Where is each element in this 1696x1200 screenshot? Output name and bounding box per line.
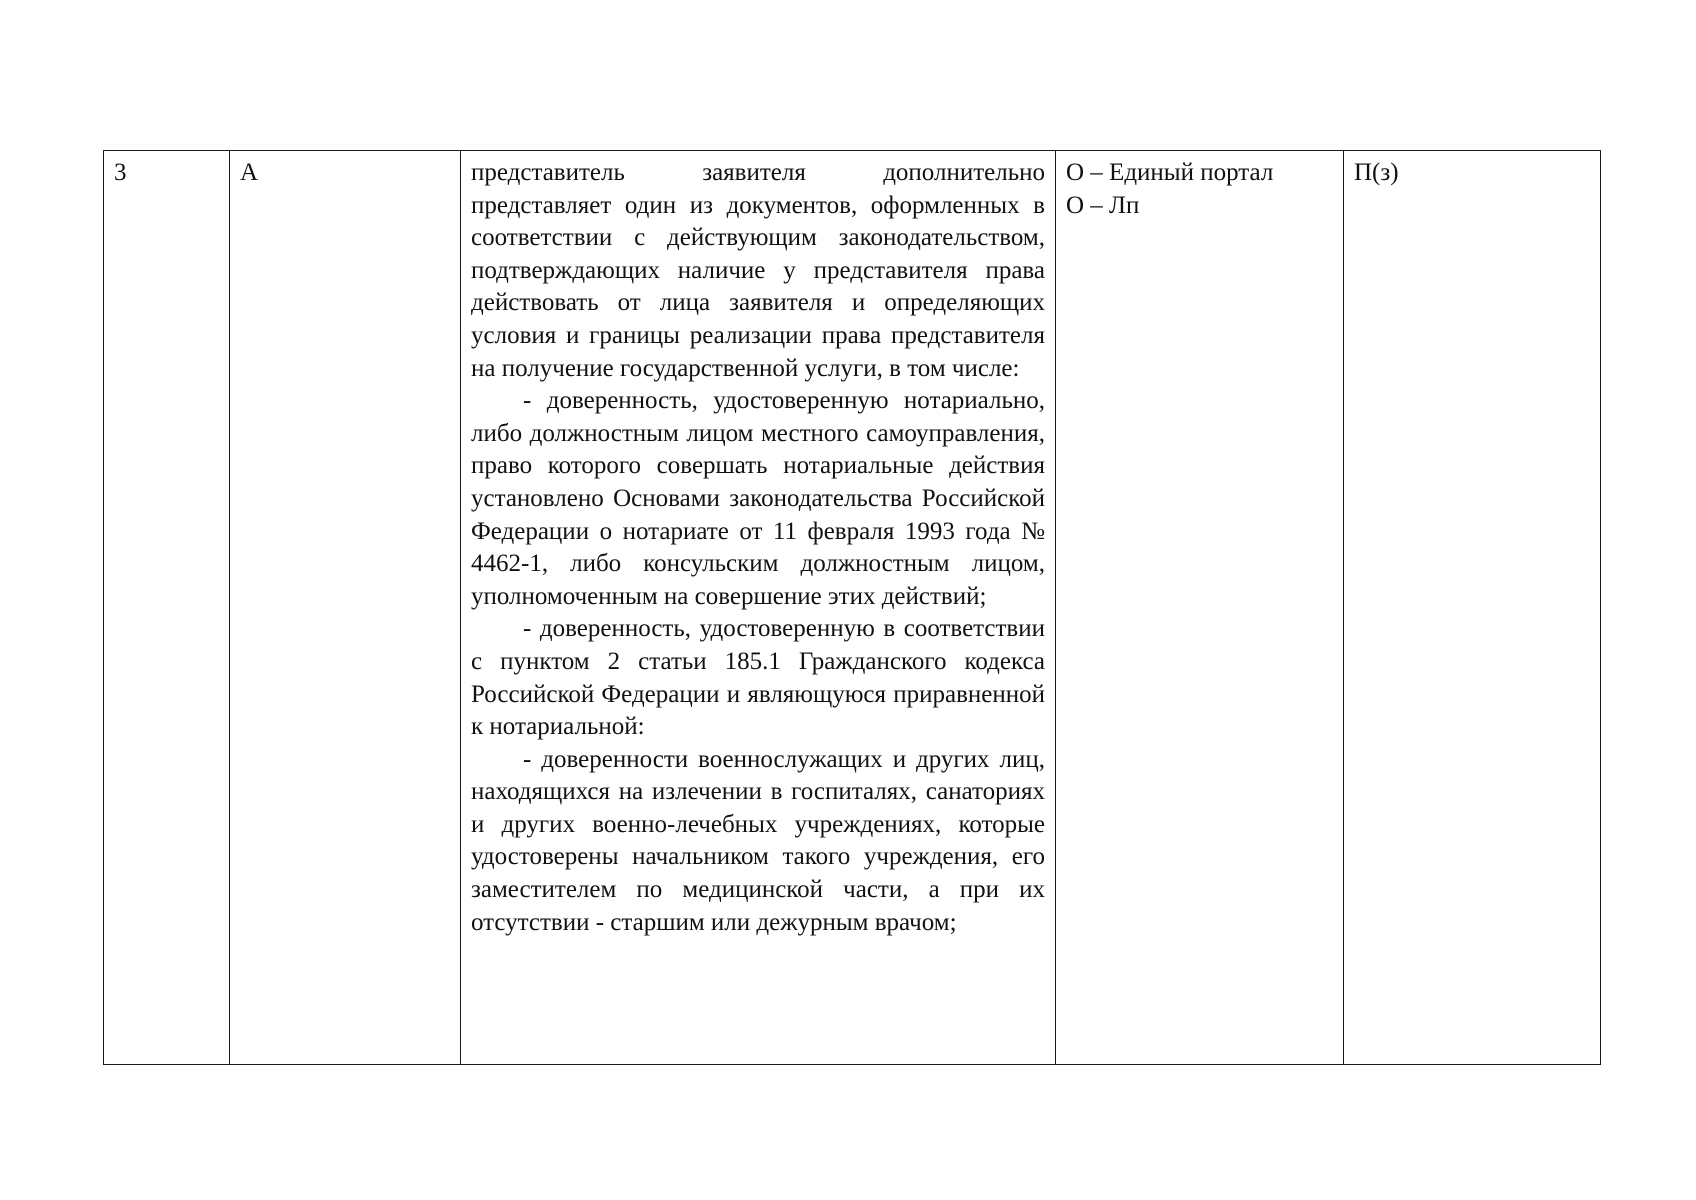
- row-letter-cell: [230, 151, 461, 1065]
- table-row: [104, 151, 1601, 1065]
- row-letter: А: [240, 159, 259, 186]
- source-line: О – Единый портал: [1066, 159, 1274, 186]
- requirement-intro: представитель заявителя дополнительно представляет один из документов, оформленных в соответствии с действующим законодательством, подтверждающих наличие у представителя права действовать от лица заявителя и определяющих условия и границы реализации права представителя на получение государственной услуги, в том числе:: [471, 159, 1045, 382]
- requirement-item: - доверенность, удостоверенную нотариально, либо должностным лицом местного самоуправления, право которого совершать нотариальные действия установлено Основами законодательства Российской Федерации о нотариате от 11 февраля 1993 года № 4462-1, либо консульским должностным лицом, уполномоченным на совершение этих действий;: [471, 387, 1045, 610]
- row-number: 3: [114, 159, 127, 186]
- requirement-text-cell: [461, 151, 1056, 1065]
- requirements-table: [103, 150, 1601, 1065]
- code-value: П(з): [1354, 159, 1399, 186]
- requirement-item: - доверенности военнослужащих и других лиц, находящихся на излечении в госпиталях, санаториях и других военно-лечебных учреждениях, которые удостоверены начальником такого учреждения, его заместителем по медицинской части, а при их отсутствии - старшим или дежурным врачом;: [471, 745, 1045, 936]
- requirement-item: - доверенность, удостоверенную в соответствии с пунктом 2 статьи 185.1 Гражданского кодекса Российской Федерации и являющуюся приравненной к нотариальной:: [471, 615, 1045, 741]
- source-line: О – Лп: [1066, 191, 1140, 219]
- code-cell: [1344, 151, 1601, 1065]
- row-number-cell: [104, 151, 230, 1065]
- source-cell: [1056, 151, 1344, 1065]
